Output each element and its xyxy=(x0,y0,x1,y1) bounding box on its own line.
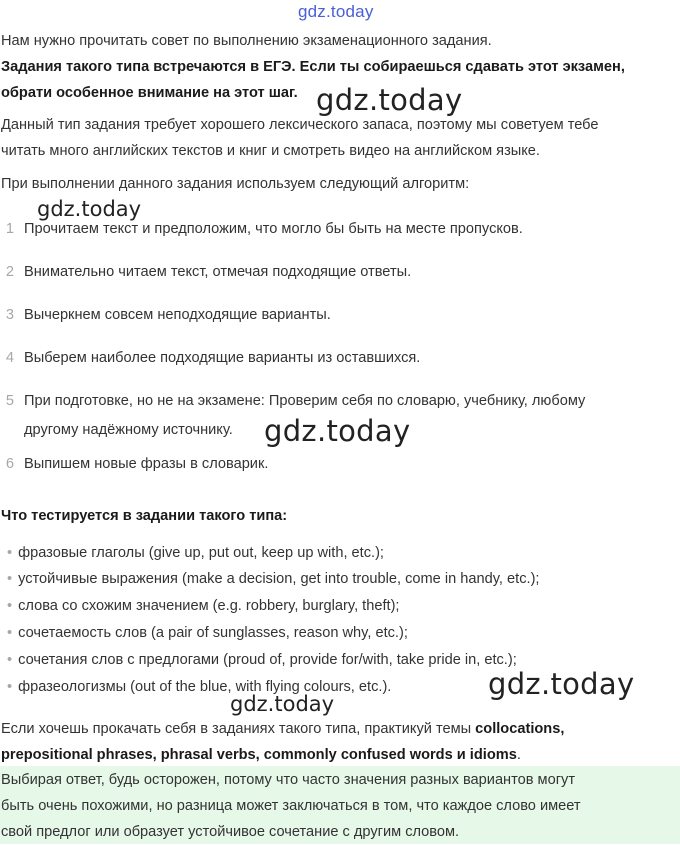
list-item-text: сочетаемость слов (a pair of sunglasses, reason why, etc.); xyxy=(18,625,408,641)
list-item xyxy=(7,620,408,646)
step-item xyxy=(0,302,331,328)
step-number: 6 xyxy=(5,456,14,472)
step-number: 3 xyxy=(5,307,14,323)
bullet-icon: • xyxy=(7,679,13,695)
intro-bold-line-1: Задания такого типа встречаются в ЕГЭ. Если ты собираешься сдавать этот экзамен, xyxy=(1,59,625,75)
tip-line-1: Выбирая ответ, будь осторожен, потому что часто значения разных вариантов могут xyxy=(1,772,576,788)
vocab-advice-line-1: Данный тип задания требует хорошего лексического запаса, поэтому мы советуем тебе xyxy=(1,117,599,133)
bullet-icon: • xyxy=(7,545,13,561)
practice-line-1 xyxy=(1,716,564,742)
tip-line-3: свой предлог или образует устойчивое сочетание с другим словом. xyxy=(1,824,460,840)
list-item xyxy=(7,593,399,619)
list-item-text: слова со схожим значением (e.g. robbery, burglary, theft); xyxy=(18,598,400,614)
step-number: 4 xyxy=(5,350,14,366)
step-number: 2 xyxy=(5,264,14,280)
practice-topics: prepositional phrases, phrasal verbs, commonly confused words и idioms xyxy=(1,747,517,763)
step-text: Прочитаем текст и предположим, что могло бы быть на месте пропусков. xyxy=(24,221,523,237)
step-text: Внимательно читаем текст, отмечая подходящие ответы. xyxy=(24,264,412,280)
algorithm-intro: При выполнении данного задания используем следующий алгоритм: xyxy=(1,176,470,192)
intro-line: Нам нужно прочитать совет по выполнению экзаменационного задания. xyxy=(1,33,492,49)
step-item xyxy=(0,259,411,285)
watermark: gdz.today xyxy=(488,667,635,701)
step-text: При подготовке, но не на экзамене: Проверим себя по словарю, учебнику, любому xyxy=(24,393,586,409)
step-text: Вычеркнем совсем неподходящие варианты. xyxy=(24,307,331,323)
practice-line-2 xyxy=(1,742,521,768)
intro-bold-line-2: обрати особенное внимание на этот шаг. xyxy=(1,85,298,101)
step-number: 1 xyxy=(5,221,14,237)
list-item-text: сочетания слов с предлогами (proud of, provide for/with, take pride in, etc.); xyxy=(18,652,517,668)
step-number: 5 xyxy=(5,393,14,409)
watermark: gdz.today xyxy=(316,83,463,117)
step-item xyxy=(0,388,585,414)
bullet-icon: • xyxy=(7,598,13,614)
list-item-text: фразовые глаголы (give up, put out, keep up with, etc.); xyxy=(18,545,384,561)
list-item xyxy=(7,647,517,673)
watermark: gdz.today xyxy=(230,692,335,716)
tested-heading: Что тестируется в задании такого типа: xyxy=(1,508,288,524)
bullet-icon: • xyxy=(7,571,13,587)
list-item-text: фразеологизмы (out of the blue, with flying colours, etc.). xyxy=(18,679,392,695)
step-item xyxy=(0,345,420,371)
step-text-continuation: другому надёжному источнику. xyxy=(24,422,233,438)
step-text: Выберем наиболее подходящие варианты из оставшихся. xyxy=(24,350,421,366)
vocab-advice-line-2: читать много английских текстов и книг и смотреть видео на английском языке. xyxy=(1,143,540,159)
practice-topic: collocations, xyxy=(475,721,565,737)
list-item-text: устойчивые выражения (make a decision, get into trouble, come in handy, etc.); xyxy=(18,571,540,587)
bullet-icon: • xyxy=(7,625,13,641)
list-item xyxy=(7,566,539,592)
tip-line-2: быть очень похожими, но разница может заключаться в том, что каждое слово имеет xyxy=(1,798,581,814)
bullet-icon: • xyxy=(7,652,13,668)
practice-text: Если хочешь прокачать себя в заданиях такого типа, практикуй темы xyxy=(1,721,476,737)
step-item xyxy=(0,451,268,477)
watermark: gdz.today xyxy=(37,197,142,221)
watermark-top: gdz.today xyxy=(298,2,374,21)
list-item xyxy=(7,540,384,566)
watermark: gdz.today xyxy=(264,414,411,448)
practice-end: . xyxy=(516,747,521,763)
step-text: Выпишем новые фразы в словарик. xyxy=(24,456,269,472)
step-item xyxy=(0,216,523,242)
